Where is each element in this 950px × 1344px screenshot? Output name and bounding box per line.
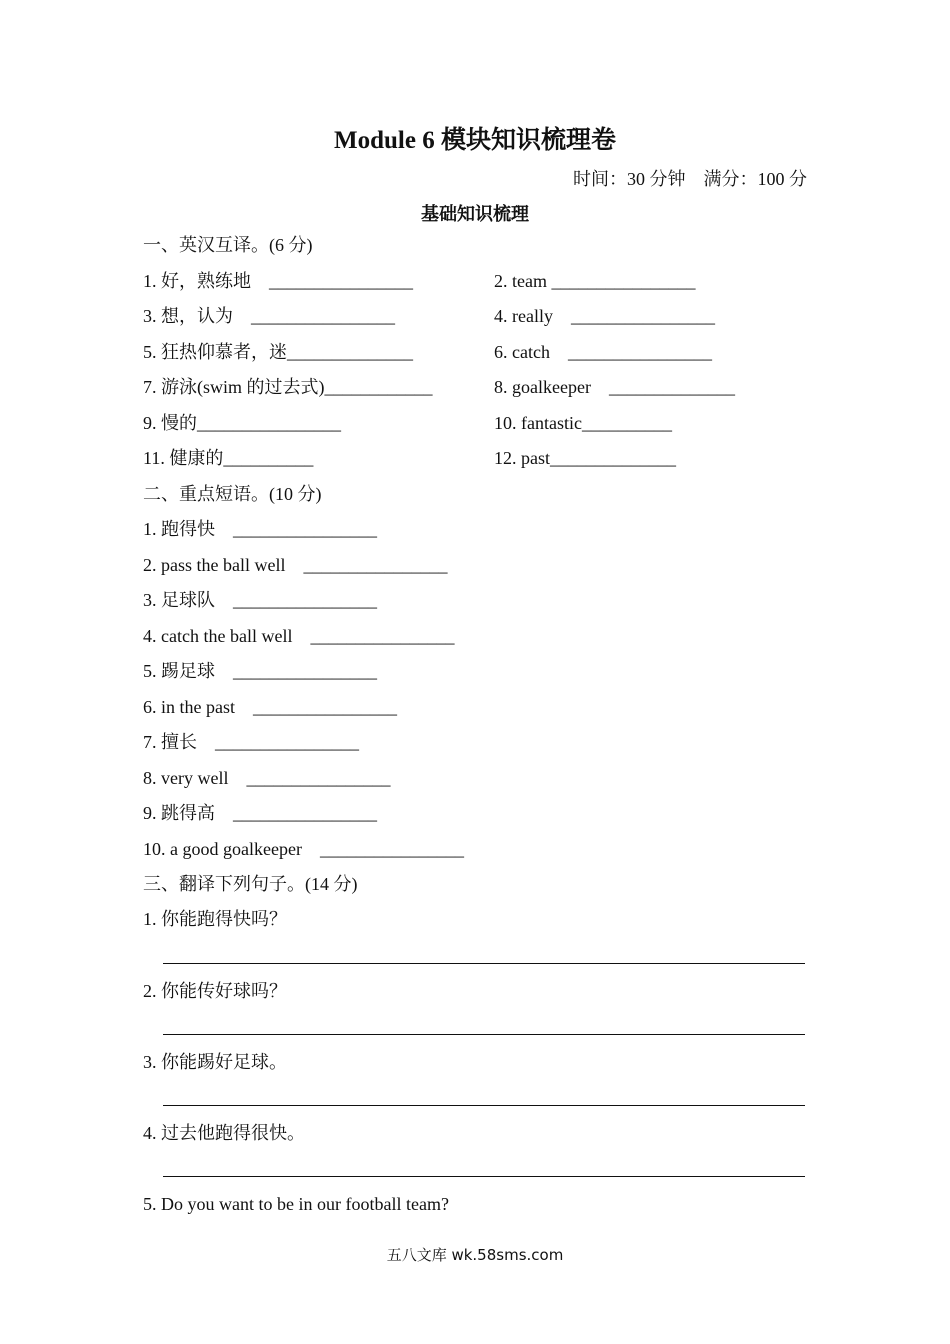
s2-item-4: 4. catch the ball well ________________ — [143, 626, 455, 646]
s1-item-10: 10. fantastic__________ — [494, 413, 672, 433]
s1-item-11: 11. 健康的__________ — [143, 448, 314, 468]
s1-item-12: 12. past______________ — [494, 448, 676, 468]
section2-heading: 二、重点短语。(10 分) — [143, 484, 322, 504]
answer-line-4 — [163, 1176, 805, 1177]
s1-item-2: 2. team ________________ — [494, 271, 696, 291]
s2-item-3: 3. 足球队 ________________ — [143, 590, 377, 610]
s1-item-4: 4. really ________________ — [494, 306, 715, 326]
s1-item-7: 7. 游泳(swim 的过去式)____________ — [143, 377, 433, 397]
s2-item-1: 1. 跑得快 ________________ — [143, 519, 377, 539]
answer-line-2 — [163, 1034, 805, 1035]
footer-watermark: 五八文库 wk.58sms.com — [386, 1246, 564, 1264]
time-score-info: 时间：30 分钟 满分：100 分 — [573, 169, 807, 189]
s2-item-6: 6. in the past ________________ — [143, 697, 397, 717]
s2-item-9: 9. 跳得高 ________________ — [143, 803, 377, 823]
section-subtitle: 基础知识梳理 — [421, 204, 529, 224]
s1-item-6: 6. catch ________________ — [494, 342, 712, 362]
s2-item-10: 10. a good goalkeeper ________________ — [143, 839, 464, 859]
s3-item-2: 2. 你能传好球吗？ — [143, 981, 287, 1001]
section3-heading: 三、翻译下列句子。(14 分) — [143, 874, 358, 894]
s2-item-2: 2. pass the ball well ________________ — [143, 555, 448, 575]
answer-line-3 — [163, 1105, 805, 1106]
s2-item-8: 8. very well ________________ — [143, 768, 391, 788]
s1-item-1: 1. 好，熟练地 ________________ — [143, 271, 413, 291]
s1-item-5: 5. 狂热仰慕者，迷______________ — [143, 342, 413, 362]
page-title: Module 6 模块知识梳理卷 — [334, 127, 616, 154]
section1-heading: 一、英汉互译。(6 分) — [143, 235, 313, 255]
s1-item-8: 8. goalkeeper ______________ — [494, 377, 735, 397]
s1-item-9: 9. 慢的________________ — [143, 413, 341, 433]
s3-item-5: 5. Do you want to be in our football team? — [143, 1194, 449, 1214]
s3-item-1: 1. 你能跑得快吗？ — [143, 909, 287, 929]
answer-line-1 — [163, 963, 805, 964]
s2-item-7: 7. 擅长 ________________ — [143, 732, 359, 752]
s3-item-4: 4. 过去他跑得很快。 — [143, 1123, 305, 1143]
s2-item-5: 5. 踢足球 ________________ — [143, 661, 377, 681]
s3-item-3: 3. 你能踢好足球。 — [143, 1052, 287, 1072]
s1-item-3: 3. 想，认为 ________________ — [143, 306, 395, 326]
